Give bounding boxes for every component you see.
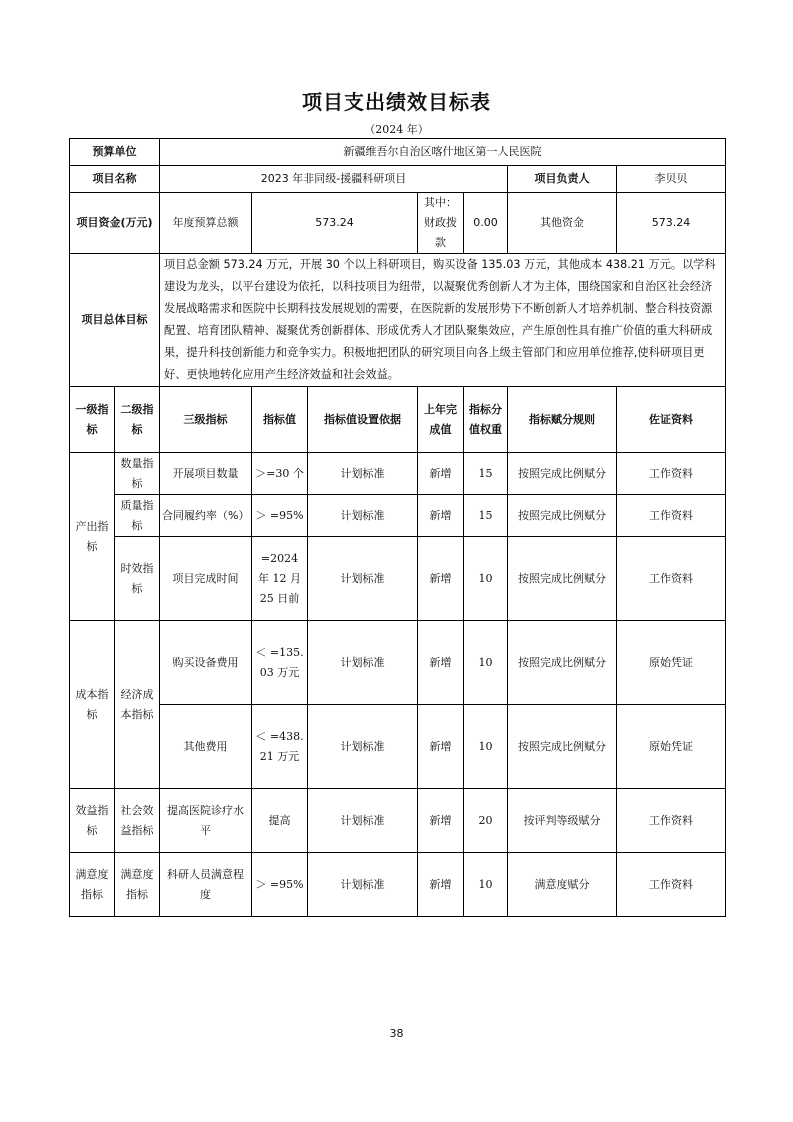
row-level3: 项目完成时间 (160, 537, 252, 621)
col-basis: 指标值设置依据 (308, 387, 418, 453)
col-level3: 三级指标 (160, 387, 252, 453)
row-last: 新增 (418, 537, 464, 621)
group-satisfaction: 满意度指标 (70, 853, 115, 917)
other-funds-value: 573.24 (617, 193, 726, 254)
row-rule: 按照完成比例赋分 (508, 621, 617, 705)
fiscal-value: 0.00 (464, 193, 508, 254)
row-evidence: 原始凭证 (617, 705, 726, 789)
row-value: 提高 (252, 789, 308, 853)
row-basis: 计划标准 (308, 537, 418, 621)
annual-budget-label: 年度预算总额 (160, 193, 252, 254)
project-value: 2023 年非同级-援疆科研项目 (160, 166, 508, 193)
row-basis: 计划标准 (308, 621, 418, 705)
page-title: 项目支出绩效目标表 (302, 90, 491, 114)
goal-label: 项目总体目标 (70, 254, 160, 387)
owner-label: 项目负责人 (508, 166, 617, 193)
col-weight: 指标分值权重 (464, 387, 508, 453)
row-rule: 按照完成比例赋分 (508, 705, 617, 789)
performance-table (69, 138, 726, 917)
row-level3: 合同履约率（%） (160, 495, 252, 537)
owner-value: 李贝贝 (617, 166, 726, 193)
col-level1: 一级指标 (70, 387, 115, 453)
row-rule: 满意度赋分 (508, 853, 617, 917)
subgroup-social-benefit: 社会效益指标 (115, 789, 160, 853)
row-rule: 按照完成比例赋分 (508, 453, 617, 495)
row-weight: 10 (464, 537, 508, 621)
row-rule: 按照完成比例赋分 (508, 537, 617, 621)
row-last: 新增 (418, 789, 464, 853)
subgroup-economic-cost: 经济成本指标 (115, 621, 160, 789)
row-evidence: 工作资料 (617, 453, 726, 495)
row-evidence: 原始凭证 (617, 621, 726, 705)
row-basis: 计划标准 (308, 789, 418, 853)
row-last: 新增 (418, 453, 464, 495)
row-evidence: 工作资料 (617, 495, 726, 537)
annual-budget-value: 573.24 (252, 193, 418, 254)
fiscal-label: 其中：财政拨款 (418, 193, 464, 254)
row-value: ＞ =95% (252, 495, 308, 537)
row-value: ＜ =135.03 万元 (252, 621, 308, 705)
row-weight: 10 (464, 621, 508, 705)
group-output: 产出指标 (70, 453, 115, 621)
row-level3: 其他费用 (160, 705, 252, 789)
subgroup-satisfaction: 满意度指标 (115, 853, 160, 917)
row-weight: 10 (464, 705, 508, 789)
col-value: 指标值 (252, 387, 308, 453)
col-level2: 二级指标 (115, 387, 160, 453)
row-last: 新增 (418, 621, 464, 705)
col-last-year: 上年完成值 (418, 387, 464, 453)
row-weight: 15 (464, 495, 508, 537)
row-level3: 开展项目数量 (160, 453, 252, 495)
row-level3: 科研人员满意程度 (160, 853, 252, 917)
year-label: （2024 年） (364, 123, 429, 136)
group-cost: 成本指标 (70, 621, 115, 789)
row-value: =2024 年 12 月 25 日前 (252, 537, 308, 621)
row-basis: 计划标准 (308, 705, 418, 789)
row-weight: 10 (464, 853, 508, 917)
unit-label: 预算单位 (70, 139, 160, 166)
row-basis: 计划标准 (308, 453, 418, 495)
row-evidence: 工作资料 (617, 537, 726, 621)
row-last: 新增 (418, 853, 464, 917)
col-evidence: 佐证资料 (617, 387, 726, 453)
row-basis: 计划标准 (308, 853, 418, 917)
row-weight: 20 (464, 789, 508, 853)
row-level3: 购买设备费用 (160, 621, 252, 705)
row-evidence: 工作资料 (617, 789, 726, 853)
row-value: ＞=30 个 (252, 453, 308, 495)
funds-label: 项目资金(万元) (70, 193, 160, 254)
project-label: 项目名称 (70, 166, 160, 193)
unit-value: 新疆维吾尔自治区喀什地区第一人民医院 (160, 139, 726, 166)
row-rule: 按照完成比例赋分 (508, 495, 617, 537)
row-evidence: 工作资料 (617, 853, 726, 917)
goal-text: 项目总金额 573.24 万元，开展 30 个以上科研项目，购买设备 135.03 万元，其他成本 438.21 万元。以学科建设为龙头，以平台建设为依托，以科技项目为纽带，以凝聚优秀创新人才为主体，围绕国家和自治区社会经济发展战略需求和医院中长期科技发展规划的需要，在医院新的发展形势下不断创新人才培养机制、整合科技资源配置、培育团队精神、凝聚优秀创新群体、形成优秀人才团队聚集效应，产生原创性具有推广价值的重大科研成果，提升科技创新能力和竞争实力。积极地把团队的研究项目向各上级主管部门和应用单位推荐,使科研项目更好、更快地转化应用产生经济效益和社会效益。 (160, 254, 726, 387)
other-funds-label: 其他资金 (508, 193, 617, 254)
group-benefit: 效益指标 (70, 789, 115, 853)
subgroup-quality: 质量指标 (115, 495, 160, 537)
row-basis: 计划标准 (308, 495, 418, 537)
row-value: ＜ =438.21 万元 (252, 705, 308, 789)
row-rule: 按评判等级赋分 (508, 789, 617, 853)
row-weight: 15 (464, 453, 508, 495)
col-rule: 指标赋分规则 (508, 387, 617, 453)
row-level3: 提高医院诊疗水平 (160, 789, 252, 853)
row-value: ＞ =95% (252, 853, 308, 917)
subgroup-quantity: 数量指标 (115, 453, 160, 495)
page-number: 38 (389, 1027, 404, 1040)
subgroup-timeliness: 时效指标 (115, 537, 160, 621)
row-last: 新增 (418, 705, 464, 789)
row-last: 新增 (418, 495, 464, 537)
